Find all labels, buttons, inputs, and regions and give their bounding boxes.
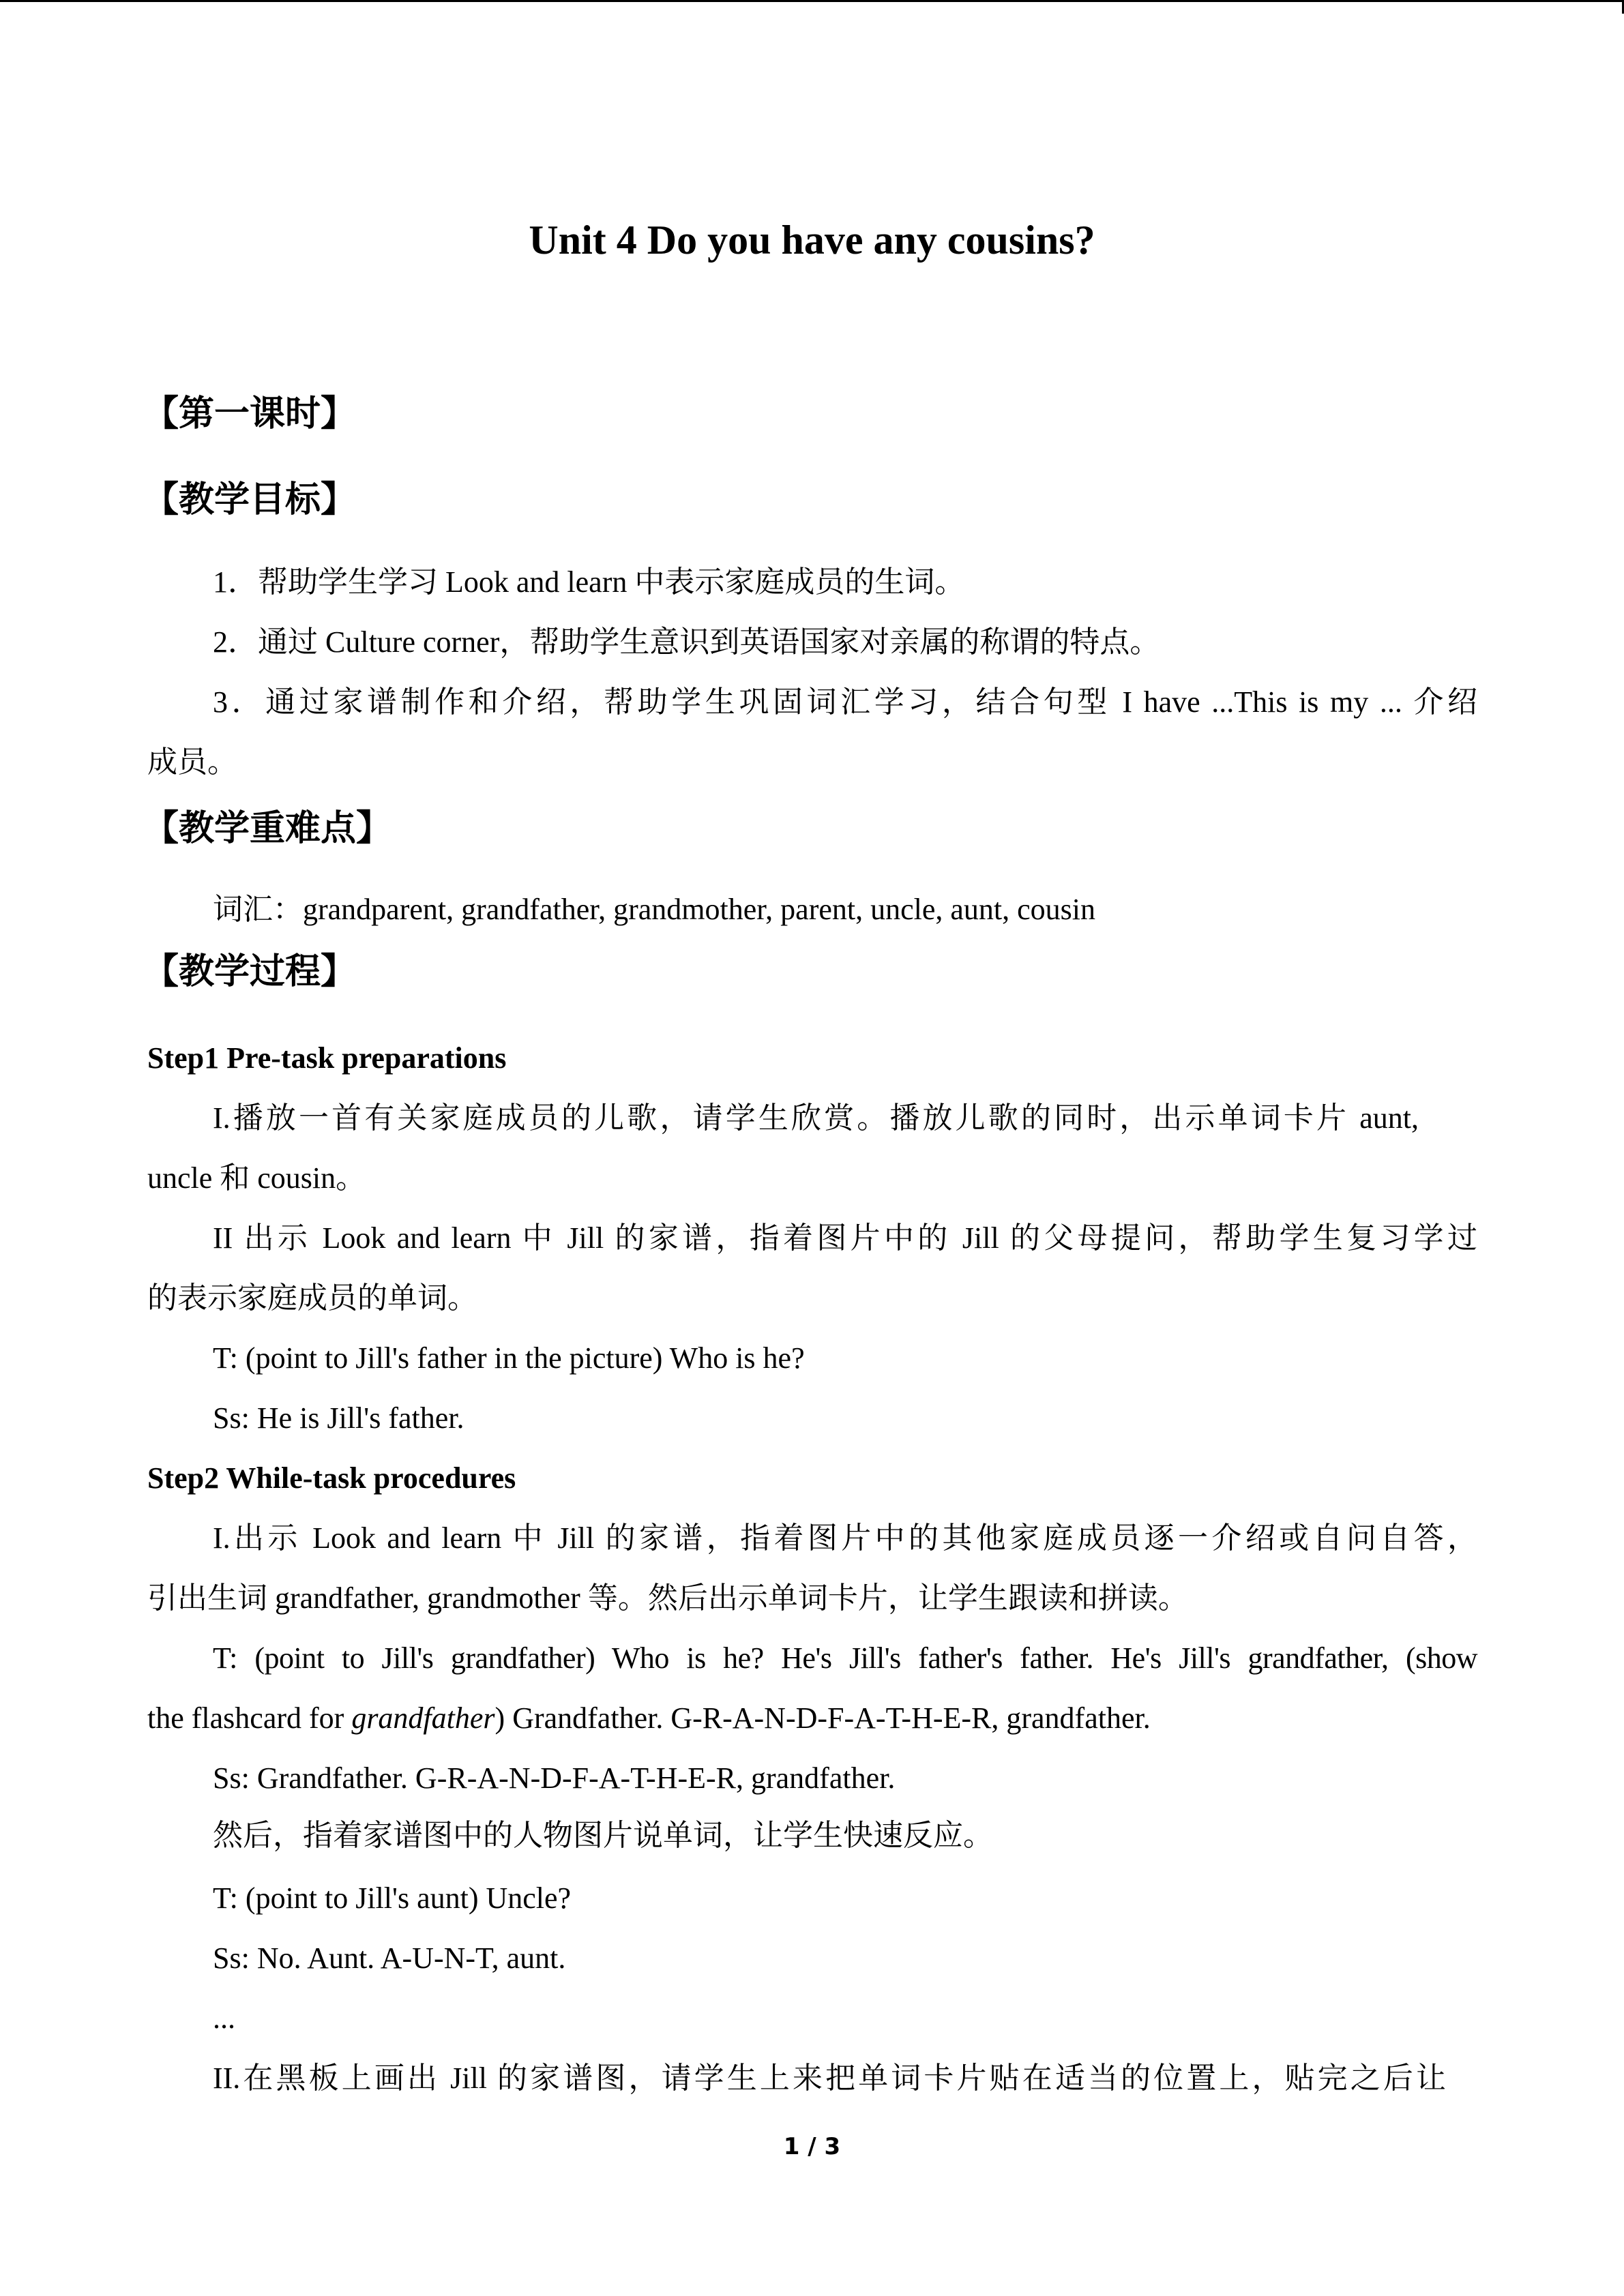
step2-line: I.出示 Look and learn 中 Jill 的家谱，指着图片中的其他家庭成员逐一介绍或自问自答， (213, 1521, 1477, 1555)
step2-line: 然后，指着家谱图中的人物图片说单词，让学生快速反应。 (213, 1819, 993, 1852)
step2-line: T: (point to Jill's grandfather) Who is he? He's Jill's father's father. He's Jill's grandfather, (show (213, 1641, 1477, 1675)
step2-line: Ss: No. Aunt. A-U-N-T, aunt. (213, 1941, 566, 1975)
step1-line: uncle 和 cousin。 (147, 1161, 366, 1195)
step2-line: Ss: Grandfather. G-R-A-N-D-F-A-T-H-E-R, grandfather. (213, 1761, 896, 1795)
step1-line: 的表示家庭成员的单词。 (147, 1281, 477, 1315)
objective-item: 2．通过 Culture corner，帮助学生意识到英语国家对亲属的称谓的特点。 (213, 625, 1160, 659)
step1-line: T: (point to Jill's father in the picture) Who is he? (213, 1341, 805, 1375)
key-points-heading: 【教学重难点】 (143, 808, 392, 849)
step2-line: 引出生词 grandfather, grandmother 等。然后出示单词卡片，让学生跟读和拼读。 (147, 1581, 1188, 1615)
step2-line-with-italic (147, 1698, 1151, 1739)
step2-text-segment: the flashcard for (147, 1701, 352, 1735)
objectives-heading: 【教学目标】 (143, 479, 357, 520)
objective-item: 1．帮助学生学习 Look and learn 中表示家庭成员的生词。 (213, 565, 965, 599)
step1-line: II 出示 Look and learn 中 Jill 的家谱，指着图片中的 Jill 的父母提问，帮助学生复习学过 (213, 1221, 1477, 1255)
step2-line: ... (213, 2001, 235, 2035)
step1-line: Ss: He is Jill's father. (213, 1401, 464, 1435)
key-points-text: 词汇：grandparent, grandfather, grandmother, parent, uncle, aunt, cousin (213, 893, 1096, 926)
step2-italic-word: grandfather (351, 1701, 495, 1735)
lesson-heading: 【第一课时】 (143, 393, 357, 434)
step2-heading: Step2 While-task procedures (147, 1461, 516, 1495)
step1-line: I.播放一首有关家庭成员的儿歌，请学生欣赏。播放儿歌的同时，出示单词卡片 aunt, (213, 1101, 1419, 1135)
page-number: 1 / 3 (783, 2133, 841, 2160)
objective-item-continued: 成员。 (147, 745, 237, 779)
step2-line: T: (point to Jill's aunt) Uncle? (213, 1881, 572, 1915)
process-heading: 【教学过程】 (143, 951, 357, 992)
top-border-line (0, 0, 1624, 2)
step1-heading: Step1 Pre-task preparations (147, 1041, 507, 1075)
step2-text-segment: ) Grandfather. G-R-A-N-D-F-A-T-H-E-R, grandfather. (494, 1701, 1151, 1735)
objective-item: 3．通过家谱制作和介绍，帮助学生巩固词汇学习，结合句型 I have ...This is my ... 介绍 (213, 685, 1477, 719)
page-title: Unit 4 Do you have any cousins? (529, 218, 1095, 263)
step2-line: II.在黑板上画出 Jill 的家谱图，请学生上来把单词卡片贴在适当的位置上，贴完之后让 (213, 2061, 1446, 2095)
